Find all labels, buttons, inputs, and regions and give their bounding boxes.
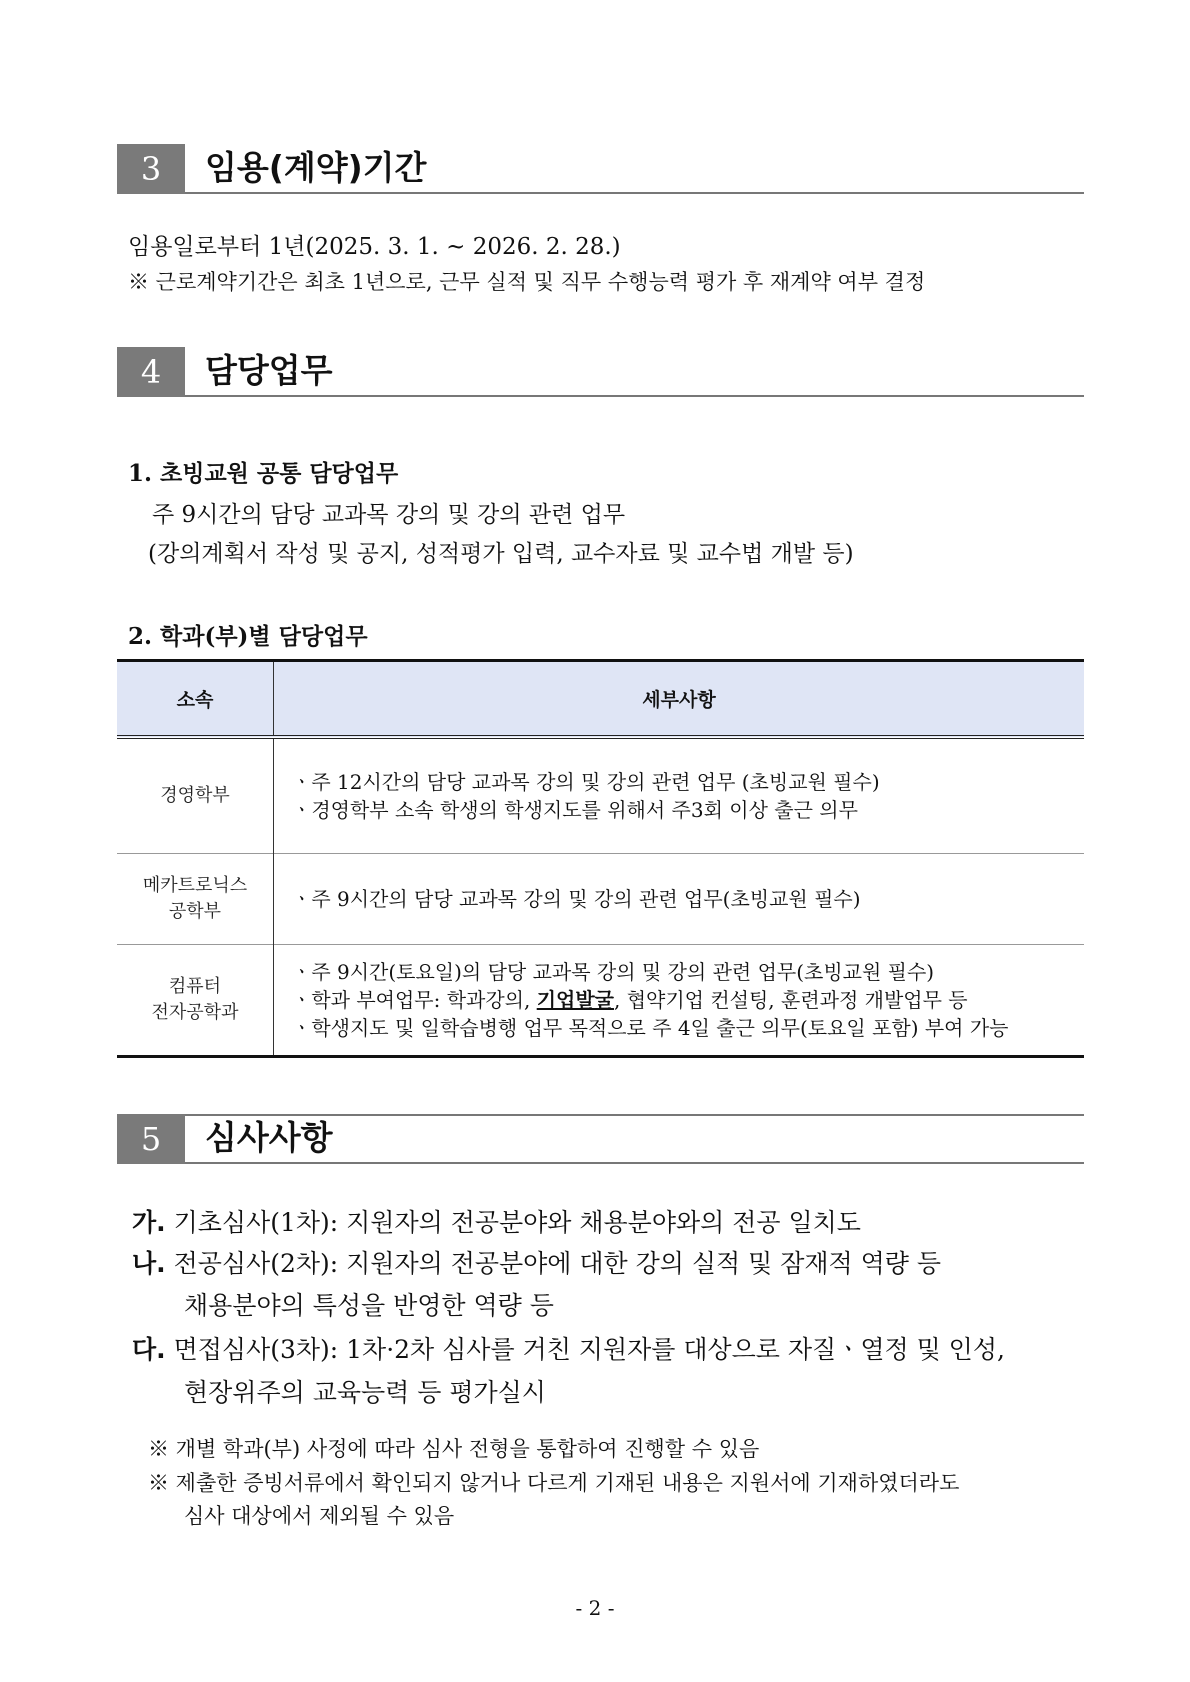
section-3-title: 임용(계약)기간: [205, 148, 427, 187]
col-details: 세부사항: [274, 661, 1085, 738]
dept-line: 공학부: [168, 901, 222, 922]
common-duties-line-2: (강의계획서 작성 및 공지, 성적평가 입력, 교수자료 및 교수법 개발 등): [148, 541, 854, 567]
detail-line: ㆍ학생지도 및 일학습병행 업무 목적으로 주 4일 출근 의무(토요일 포함) 부여 가능: [292, 1016, 1009, 1040]
detail-computer-electronics: [274, 945, 1085, 1057]
section-4-title: 담당업무: [205, 351, 333, 390]
dept-mechatronics: [117, 854, 274, 945]
review-item-na-cont: 채용분야의 특성을 반영한 역량 등: [184, 1291, 554, 1320]
page-number: - 2 -: [575, 1596, 615, 1620]
section-3-number: 3: [117, 144, 185, 194]
review-note-1: ※ 개별 학과(부) 사정에 따라 심사 전형을 통합하여 진행할 수 있음: [148, 1437, 760, 1461]
dept-computer-electronics: [117, 945, 274, 1057]
detail-line: ㆍ경영학부 소속 학생의 학생지도를 위해서 주3회 이상 출근 의무: [292, 798, 858, 822]
table-row: [117, 854, 1084, 945]
employment-period: 임용일로부터 1년(2025. 3. 1. ~ 2026. 2. 28.): [128, 234, 621, 260]
review-mark: 다.: [132, 1335, 166, 1364]
dept-line: 메카트로닉스: [142, 875, 248, 896]
dept-line: 컴퓨터: [168, 976, 222, 997]
department-duties-table: [117, 659, 1084, 1058]
detail-line: ㆍ주 9시간(토요일)의 담당 교과목 강의 및 강의 관련 업무(초빙교원 필수): [292, 960, 935, 984]
department-duties-heading: 2. 학과(부)별 담당업무: [128, 623, 368, 650]
table-header-row: [117, 661, 1084, 738]
review-mark: 가.: [132, 1208, 166, 1237]
section-4-number: 4: [117, 347, 185, 397]
common-duties-heading: 1. 초빙교원 공통 담당업무: [128, 460, 399, 487]
emphasis-text: 기업발굴: [536, 988, 614, 1012]
section-5-header: [117, 1114, 1084, 1164]
review-item-da: [132, 1330, 1005, 1366]
review-item-ga: [132, 1203, 861, 1239]
section-5-number: 5: [117, 1114, 185, 1164]
review-note-2-line-2: 심사 대상에서 제외될 수 있음: [184, 1504, 455, 1528]
review-item-na: [132, 1244, 941, 1280]
review-text: 기초심사(1차): 지원자의 전공분야와 채용분야와의 전공 일치도: [173, 1208, 861, 1237]
detail-text: ㆍ학과 부여업무: 학과강의,: [292, 988, 537, 1012]
review-text: 전공심사(2차): 지원자의 전공분야에 대한 강의 실적 및 잠재적 역량 등: [173, 1249, 942, 1278]
detail-mechatronics: [274, 854, 1085, 945]
dept-business: 경영학부: [117, 737, 274, 854]
common-duties-line-1: 주 9시간의 담당 교과목 강의 및 강의 관련 업무: [152, 502, 626, 528]
review-mark: 나.: [132, 1249, 166, 1278]
section-4-header: [117, 347, 1084, 397]
table-row: [117, 945, 1084, 1057]
table-row: [117, 737, 1084, 854]
detail-line: ㆍ주 9시간의 담당 교과목 강의 및 강의 관련 업무(초빙교원 필수): [292, 887, 861, 911]
section-5-title: 심사사항: [205, 1118, 333, 1157]
contract-note: ※ 근로계약기간은 최초 1년으로, 근무 실적 및 직무 수행능력 평가 후 재계약 여부 결정: [128, 270, 926, 294]
section-3-header: [117, 144, 1084, 194]
review-note-2-line-1: ※ 제출한 증빙서류에서 확인되지 않거나 다르게 기재된 내용은 지원서에 기재하였더라도: [148, 1471, 960, 1495]
detail-line: ㆍ주 12시간의 담당 교과목 강의 및 강의 관련 업무 (초빙교원 필수): [292, 770, 880, 794]
review-text: 면접심사(3차): 1차·2차 심사를 거친 지원자를 대상으로 자질ㆍ열정 및 인성,: [173, 1335, 1005, 1364]
dept-line: 전자공학과: [151, 1002, 239, 1023]
detail-line: [292, 986, 1083, 1014]
col-affiliation: 소속: [117, 661, 274, 738]
detail-text: , 협약기업 컨설팅, 훈련과정 개발업무 등: [613, 988, 968, 1012]
detail-business: [274, 737, 1085, 854]
review-item-da-cont: 현장위주의 교육능력 등 평가실시: [184, 1378, 546, 1407]
